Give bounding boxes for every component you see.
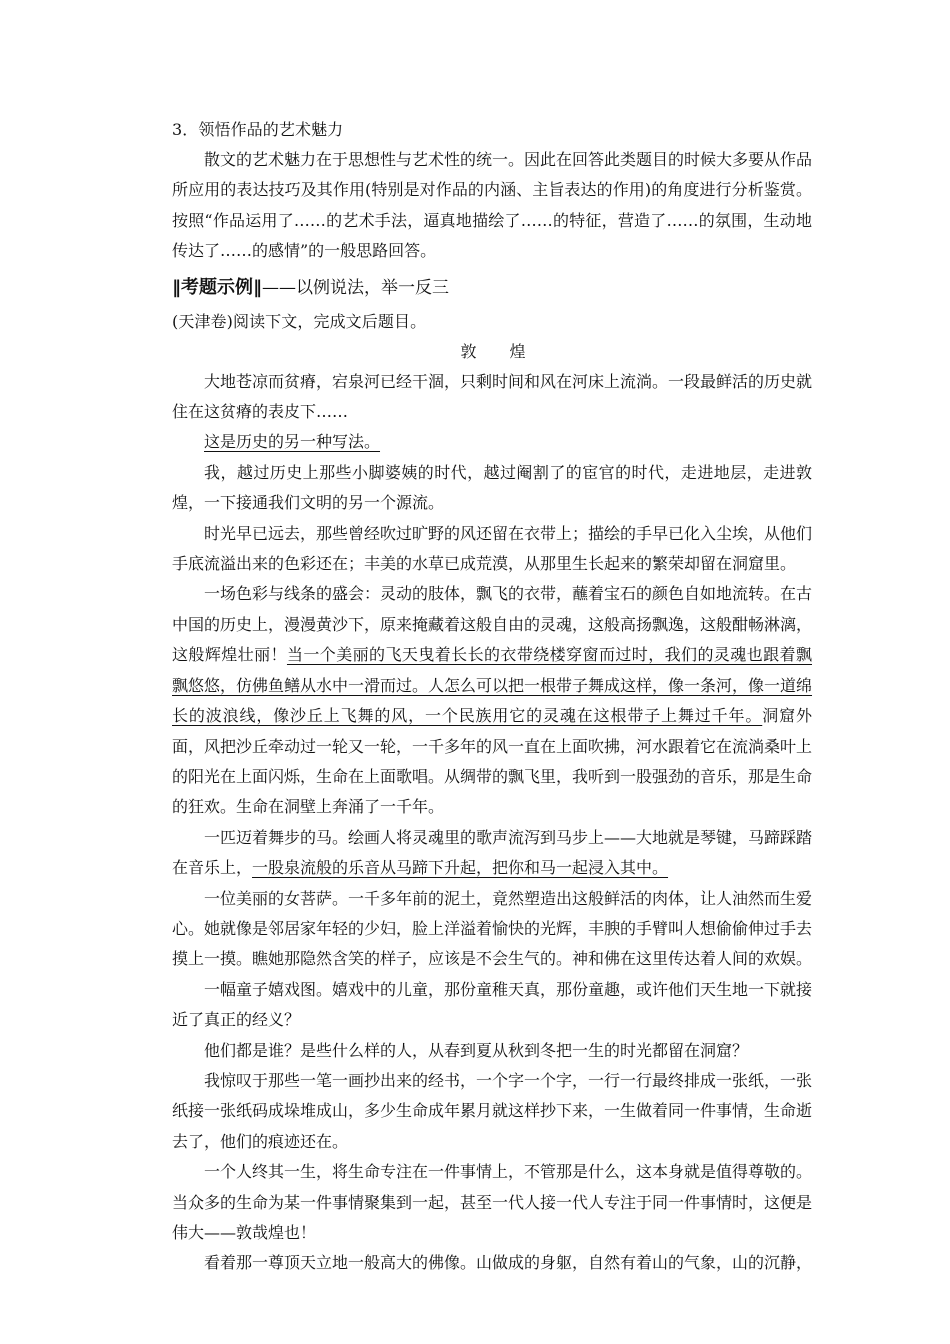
- article-paragraph-3: 我，越过历史上那些小脚婆姨的时代，越过阉割了的宦官的时代，走进地层，走进敦煌，一下接通我们文明的另一个源流。: [172, 462, 812, 513]
- section-body: 散文的艺术魅力在于思想性与艺术性的统一。因此在回答此类题目的时候大多要从作品所应用的表达技巧及其作用(特别是对作品的内涵、主旨表达的作用)的角度进行分析鉴赏。按照“作品运用了……的艺术手法，逼真地描绘了……的特征，营造了……的氛围，生动地传达了……的感情”的一般思路回答。: [172, 150, 813, 261]
- example-label: 考题示例: [181, 276, 253, 298]
- article-paragraph-9: 他们都是谁？是些什么样的人，从春到夏从秋到冬把一生的时光都留在洞窟？: [204, 1040, 749, 1060]
- underlined-sentence: 这是历史的另一种写法。: [204, 432, 381, 452]
- example-heading: [172, 269, 812, 307]
- article-paragraph-11: 一个人终其一生，将生命专注在一件事情上，不管那是什么，这本身就是值得尊敬的。当众多的生命为某一件事情聚集到一起，甚至一代人接一代人专注于同一件事情时，这便是伟大——敦哉煌也！: [172, 1162, 813, 1242]
- article-paragraph-2: [172, 427, 812, 457]
- underlined-sentence: 当一个美丽的飞天曳着长长的衣带绕楼穿窗而过时，我们的灵魂也跟着飘飘悠悠，仿佛鱼鳝从水中一滑而过。人怎么可以把一根带子舞成这样，像一条河，像一道绵长的波浪线，像沙丘上飞舞的风，一个民族用它的灵魂在这根带子上舞过千年。: [172, 645, 813, 726]
- heading-bar-left: ‖: [172, 276, 181, 298]
- article-paragraph-12: 看着那一尊顶天立地一般高大的佛像。山做成的身躯，自然有着山的气象，山的沉静，: [204, 1253, 813, 1273]
- article-paragraph-1: 大地苍凉而贫瘠，宕泉河已经干涸，只剩时间和风在河床上流淌。一段最鲜活的历史就住在这贫瘠的表皮下……: [172, 371, 813, 422]
- section-heading: 3．领悟作品的艺术魅力: [172, 120, 344, 139]
- example-tagline: ——以例说法，举一反三: [262, 277, 449, 298]
- article-paragraph-5: [172, 579, 812, 822]
- article-paragraph-8: 一幅童子嬉戏图。嬉戏中的儿童，那份童稚天真，那份童趣，或许他们天生地一下就接近了真正的经义？: [172, 979, 813, 1030]
- paragraph-6-part-a: 一匹迈着舞步的马。绘画人将灵魂里的歌声流泻到马步上——大地就是琴键，马蹄踩踏在音乐上，: [172, 827, 813, 878]
- article-paragraph-4: 时光早已远去，那些曾经吹过旷野的风还留在衣带上；描绘的手早已化入尘埃，从他们手底流溢出来的色彩还在；丰美的水草已成荒漠，从那里生长起来的繁荣却留在洞窟里。: [172, 523, 813, 574]
- article-paragraph-6: [172, 823, 812, 884]
- paragraph-5-part-a: 一场色彩与线条的盛会：灵动的肢体，飘飞的衣带，蘸着宝石的颜色自如地流转。在古中国的历史上，漫漫黄沙下，原来掩藏着这般自由的灵魂，这般高扬飘逸，这般酣畅淋漓，这般辉煌壮丽！: [172, 584, 813, 665]
- example-source: (天津卷)阅读下文，完成文后题目。: [172, 311, 427, 331]
- article-paragraph-10: 我惊叹于那些一笔一画抄出来的经书，一个字一个字，一行一行最终排成一张纸，一张纸接一张纸码成垛堆成山，多少生命成年累月就这样抄下来，一生做着同一件事情，生命逝去了，他们的痕迹还在。: [172, 1070, 813, 1151]
- paragraph-5-part-b: 洞窟外面，风把沙丘牵动过一轮又一轮，一千多年的风一直在上面吹拂，河水跟着它在流淌桑叶上的阳光在上面闪烁，生命在上面歌唱。从绸带的飘飞里，我听到一股强劲的音乐，那是生命的狂欢。生命在洞壁上奔涌了一千年。: [172, 706, 813, 817]
- document-content: [172, 115, 812, 1279]
- article-title: 敦 煌: [460, 341, 540, 361]
- underlined-sentence: 一股泉流般的乐音从马蹄下升起，把你和马一起浸入其中。: [252, 858, 669, 878]
- article-paragraph-7: 一位美丽的女菩萨。一千多年前的泥土，竟然塑造出这般鲜活的肉体，让人油然而生爱心。她就像是邻居家年轻的少妇，脸上洋溢着愉快的光辉，丰腴的手臂叫人想偷偷伸过手去摸上一摸。瞧她那隐然含笑的样子，应该是不会生气的。神和佛在这里传达着人间的欢娱。: [172, 888, 813, 969]
- heading-bar-right: ‖: [253, 276, 262, 298]
